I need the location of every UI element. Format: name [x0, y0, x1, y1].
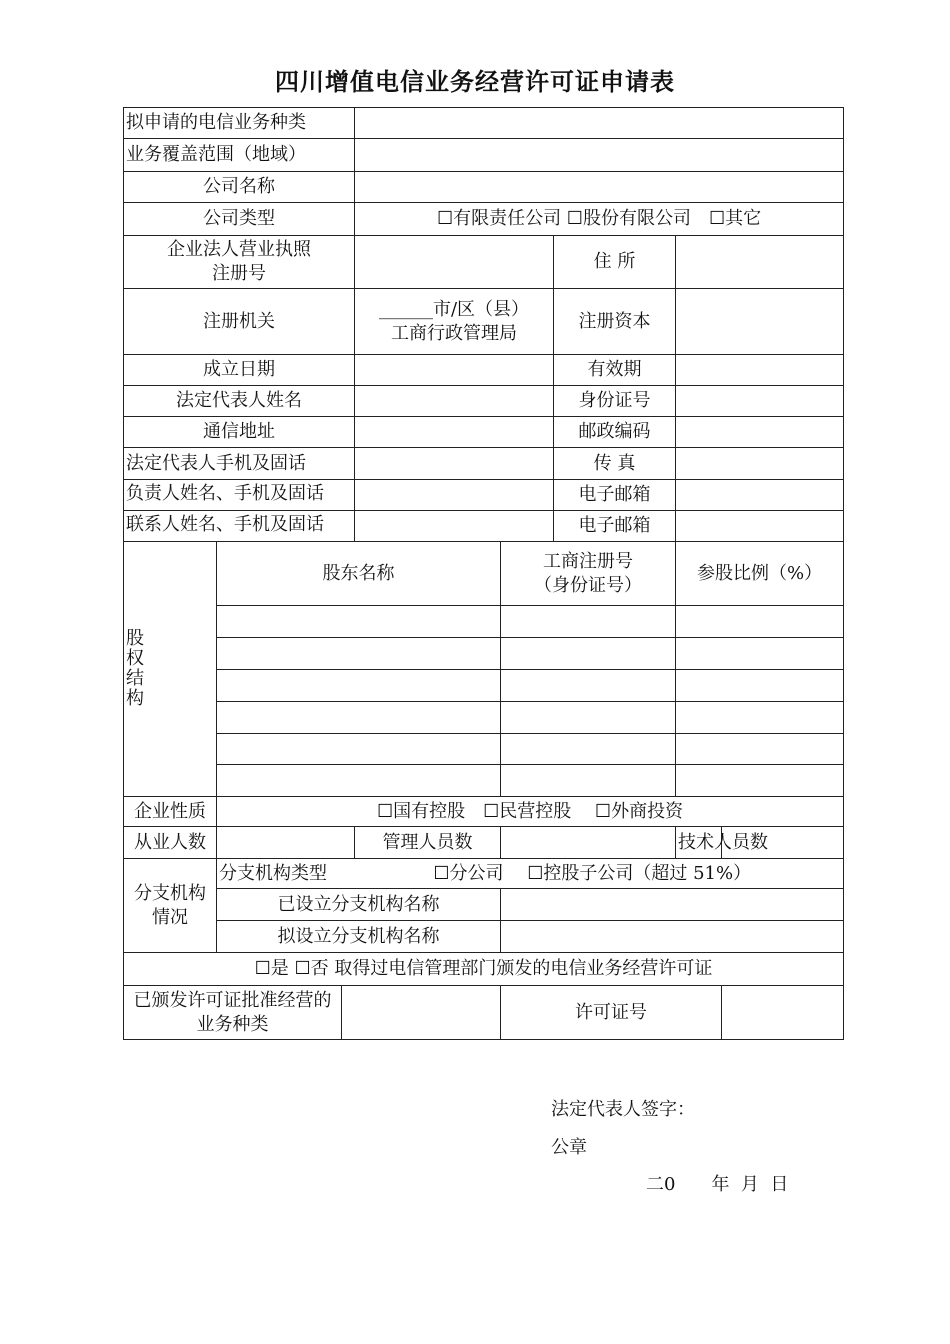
service-type-label: 拟申请的电信业务种类 [124, 108, 355, 139]
ratio-cell[interactable] [676, 606, 844, 638]
equity-structure-label [124, 542, 217, 797]
reg-no-header-line2: （身份证号） [534, 574, 643, 596]
business-license-label [124, 236, 355, 289]
coverage-label: 业务覆盖范围（地域） [124, 139, 355, 172]
seal-label: 公章 [551, 1137, 587, 1158]
reg-no-cell[interactable] [501, 638, 676, 670]
reg-authority-bureau: 工商行政管理局 [391, 322, 518, 344]
branch-type-label: 分支机构类型 [217, 859, 342, 889]
company-name-field[interactable] [355, 172, 844, 203]
branch-label [124, 859, 217, 953]
reg-no-header [501, 542, 676, 606]
ratio-cell[interactable] [676, 638, 844, 670]
email2-label: 电子邮箱 [554, 511, 676, 542]
fax-field[interactable] [676, 448, 844, 480]
mgmt-staff-label: 管理人员数 [355, 827, 501, 859]
date-label: 二0 年 月 日 [646, 1174, 789, 1195]
approved-services-label [124, 986, 342, 1040]
approved-services-label-line2: 业务种类 [196, 1013, 269, 1035]
company-type-label: 公司类型 [124, 203, 355, 236]
mail-address-label: 通信地址 [124, 417, 355, 448]
contact-label [124, 511, 355, 542]
shareholder-name-cell[interactable] [217, 765, 501, 797]
shareholder-name-cell[interactable] [217, 670, 501, 702]
branch-label-line1: 分支机构 [134, 882, 206, 904]
application-form-table [123, 107, 844, 1040]
ratio-header: 参股比例（%） [676, 542, 844, 606]
shareholder-name-cell[interactable] [217, 606, 501, 638]
planned-branch-label: 拟设立分支机构名称 [217, 921, 501, 953]
reg-capital-label: 注册资本 [554, 289, 676, 355]
established-branch-field[interactable] [501, 889, 844, 921]
staff-field[interactable] [217, 827, 355, 859]
business-license-field[interactable] [355, 236, 554, 289]
contact-label-text: 联系人姓名、手机及固话 [126, 514, 324, 535]
approved-services-label-line1: 已颁发许可证批准经营的 [133, 989, 332, 1011]
company-name-label: 公司名称 [124, 172, 355, 203]
manager-label-text: 负责人姓名、手机及固话 [126, 483, 324, 504]
business-license-label-line2: 注册号 [212, 263, 267, 284]
established-branch-label: 已设立分支机构名称 [217, 889, 501, 921]
nature-label: 企业性质 [124, 797, 217, 827]
manager-label [124, 480, 355, 511]
equity-row [124, 638, 844, 670]
company-type-options[interactable]: ☐有限责任公司 ☐股份有限公司 ☐其它 [355, 203, 844, 236]
reg-capital-field[interactable] [676, 289, 844, 355]
form-title: 四川增值电信业务经营许可证申请表 [275, 68, 675, 96]
id-no-field[interactable] [676, 386, 844, 417]
license-no-label: 许可证号 [501, 986, 722, 1040]
coverage-field[interactable] [355, 139, 844, 172]
email1-field[interactable] [676, 480, 844, 511]
ratio-cell[interactable] [676, 702, 844, 734]
postcode-field[interactable] [676, 417, 844, 448]
reg-no-cell[interactable] [501, 670, 676, 702]
shareholder-name-cell[interactable] [217, 734, 501, 765]
contact-field[interactable] [355, 511, 554, 542]
equity-row [124, 702, 844, 734]
service-type-field[interactable] [355, 108, 844, 139]
business-license-label-line1: 企业法人营业执照 [167, 239, 312, 260]
reg-no-header-line1: 工商注册号 [543, 550, 634, 572]
legal-rep-name-label: 法定代表人姓名 [124, 386, 355, 417]
equity-row [124, 670, 844, 702]
branch-label-line2: 情况 [152, 906, 188, 928]
mail-address-field[interactable] [355, 417, 554, 448]
prior-license-question[interactable]: ☐是 ☐否 取得过电信管理部门颁发的电信业务经营许可证 [124, 953, 844, 986]
shareholder-name-cell[interactable] [217, 638, 501, 670]
email2-field[interactable] [676, 511, 844, 542]
reg-no-cell[interactable] [501, 734, 676, 765]
staff-label: 从业人数 [124, 827, 217, 859]
planned-branch-field[interactable] [501, 921, 844, 953]
ratio-cell[interactable] [676, 765, 844, 797]
legal-rep-phone-label: 法定代表人手机及固话 [124, 448, 355, 480]
established-label: 成立日期 [124, 355, 355, 386]
equity-row [124, 606, 844, 638]
postcode-label: 邮政编码 [554, 417, 676, 448]
ratio-cell[interactable] [676, 670, 844, 702]
shareholder-name-header: 股东名称 [217, 542, 501, 606]
ratio-cell[interactable] [676, 734, 844, 765]
equity-row [124, 734, 844, 765]
reg-no-cell[interactable] [501, 702, 676, 734]
established-field[interactable] [355, 355, 554, 386]
reg-authority-city: ______市/区（县） [378, 298, 530, 320]
nature-options[interactable]: ☐国有控股 ☐民营控股 ☐外商投资 [217, 797, 844, 827]
signature-label: 法定代表人签字： [551, 1099, 695, 1120]
email1-label: 电子邮箱 [554, 480, 676, 511]
validity-field[interactable] [676, 355, 844, 386]
equity-structure-label-text: 股 权 结 构 [126, 628, 144, 709]
legal-rep-phone-field[interactable] [355, 448, 554, 480]
fax-label: 传 真 [554, 448, 676, 480]
reg-authority-field[interactable] [355, 289, 554, 355]
validity-label: 有效期 [554, 355, 676, 386]
approved-services-field[interactable] [342, 986, 501, 1040]
address-label: 住 所 [554, 236, 676, 289]
shareholder-name-cell[interactable] [217, 702, 501, 734]
id-no-label: 身份证号 [554, 386, 676, 417]
reg-no-cell[interactable] [501, 765, 676, 797]
legal-rep-name-field[interactable] [355, 386, 554, 417]
manager-field[interactable] [355, 480, 554, 511]
reg-authority-label: 注册机关 [124, 289, 355, 355]
license-no-field[interactable] [722, 986, 844, 1040]
branch-type-options[interactable]: ☐分公司 ☐控股子公司（超过 51%） [342, 859, 844, 889]
tech-staff-label: 技术人员数 [676, 827, 722, 859]
address-field[interactable] [676, 236, 844, 289]
mgmt-staff-field[interactable] [501, 827, 676, 859]
reg-no-cell[interactable] [501, 606, 676, 638]
equity-row [124, 765, 844, 797]
